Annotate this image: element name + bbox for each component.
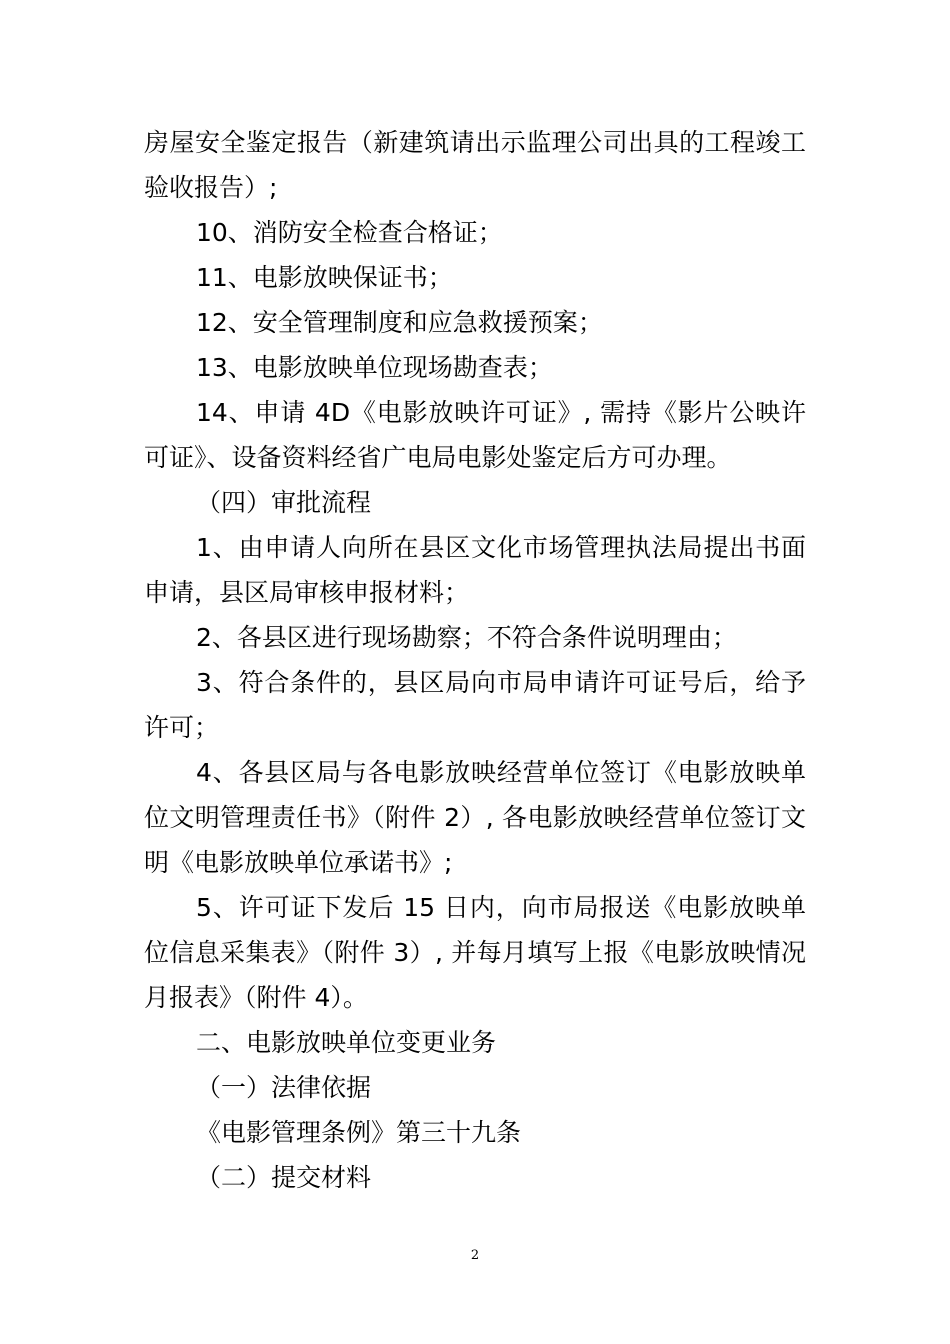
subsection-heading-materials: （二）提交材料	[196, 1163, 372, 1192]
process-step-1: 1、由申请人向所在县区文化市场管理执法局提出书面申请，县区局审核申报材料；	[144, 533, 806, 607]
process-step-5: 5、许可证下发后 15 日内，向市局报送《电影放映单位信息采集表》（附件 3）, 并每月填写上报《电影放映情况月报表》（附件 4）。	[144, 893, 806, 1012]
list-item-12: 12、安全管理制度和应急救援预案；	[196, 308, 603, 337]
process-step-3: 3、符合条件的，县区局向市局申请许可证号后，给予许可；	[144, 668, 806, 742]
page-number: 2	[470, 1248, 480, 1263]
process-step-4: 4、各县区局与各电影放映经营单位签订《电影放映单位文明管理责任书》（附件 2）, 各电影放映经营单位签订文明《电影放映单位承诺书》;	[144, 758, 806, 877]
section-heading-change-business: 二、电影放映单位变更业务	[196, 1028, 497, 1057]
list-item-13: 13、电影放映单位现场勘查表；	[196, 353, 553, 382]
body-text	[144, 120, 806, 1200]
list-item-10: 10、消防安全检查合格证；	[196, 218, 503, 247]
section-heading-approval-process: （四）审批流程	[196, 488, 372, 517]
legal-basis-text: 《电影管理条例》第三十九条	[196, 1118, 522, 1147]
subsection-heading-legal-basis: （一）法律依据	[196, 1073, 372, 1102]
paragraph-continuation: 房屋安全鉴定报告（新建筑请出示监理公司出具的工程竣工验收报告）;	[144, 128, 806, 202]
list-item-11: 11、电影放映保证书；	[196, 263, 453, 292]
list-item-14: 14、申请 4D《电影放映许可证》, 需持《影片公映许可证》、设备资料经省广电局电影处鉴定后方可办理。	[144, 398, 806, 472]
process-step-2: 2、各县区进行现场勘察；不符合条件说明理由；	[196, 623, 737, 652]
